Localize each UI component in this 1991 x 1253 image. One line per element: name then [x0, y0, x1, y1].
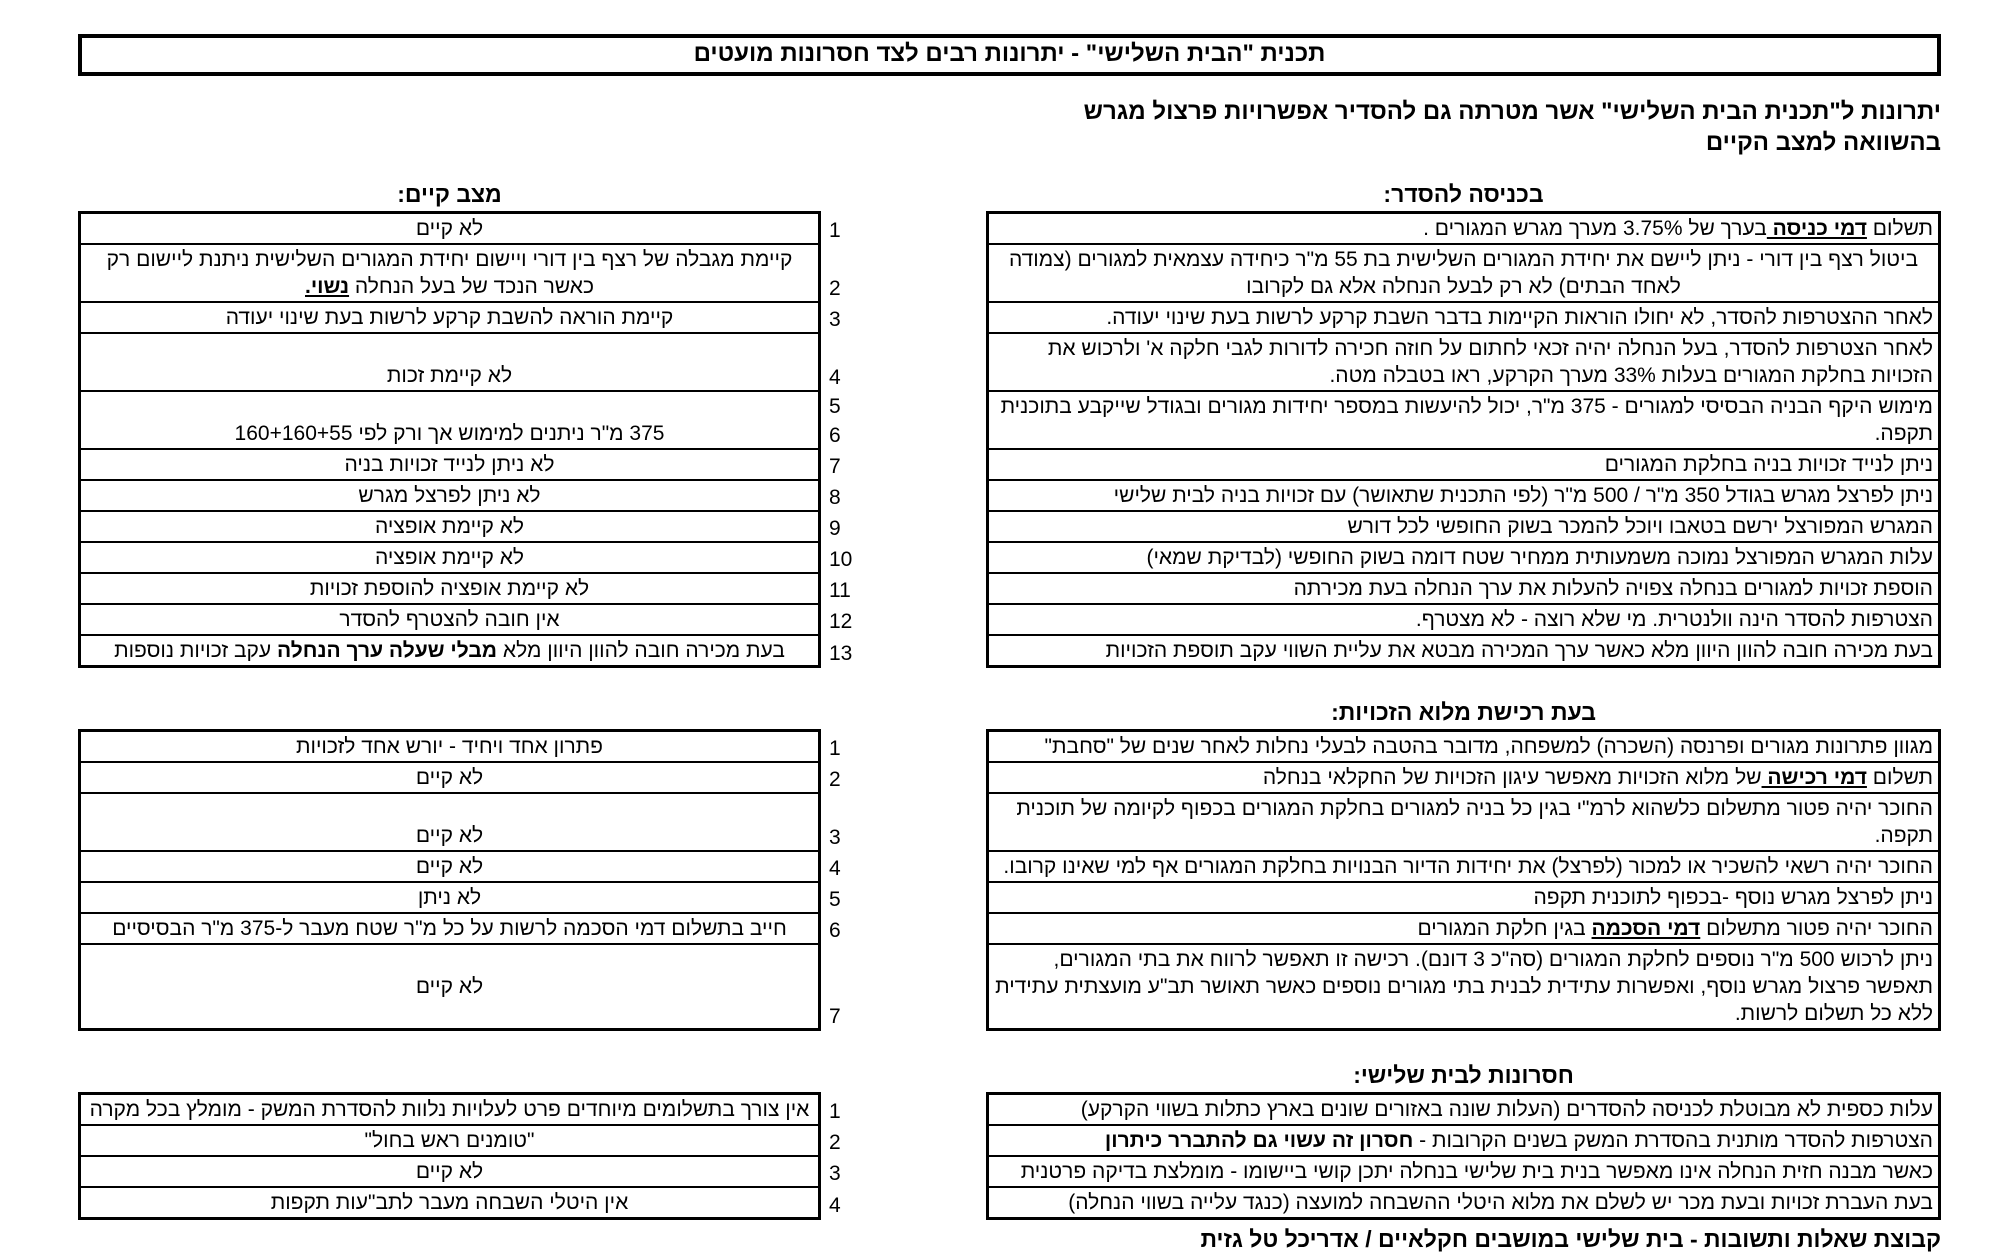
text-segment: לאחר ההצטרפות להסדר, לא יחולו הוראות הקיימות בדבר השבת קרקע לרשות בעת שינוי יעודה.	[1106, 306, 1933, 329]
cell-text	[85, 884, 814, 911]
cell-text	[85, 1096, 814, 1123]
arrangement-cell	[986, 303, 1941, 334]
row-number: 5	[829, 395, 841, 418]
section-title-left	[78, 696, 821, 729]
row-number: 11	[829, 579, 851, 602]
text-segment: בעת מכירה חובה להוון היוון מלא כאשר ערך המכירה מבטא את עליית השווי עקב תוספת הזכויות	[1105, 639, 1933, 662]
cell-text	[85, 853, 814, 880]
emphasized-text: מבלי שעלה ערך הנחלה	[276, 639, 498, 662]
row-number: 3	[829, 308, 841, 331]
cell-text	[85, 606, 814, 633]
text-segment: מימוש היקף הבניה הבסיסי למגורים - 375 מ"ר, יכול להיעשות במספר יחידות מגורים ובגודל שייקבע בתוכנית תקפה.	[1000, 395, 1933, 445]
current-state-cell	[78, 450, 821, 481]
text-segment: "טומנים ראש בחול"	[364, 1129, 535, 1152]
arrangement-cell	[986, 852, 1941, 883]
cell-text	[85, 1158, 814, 1185]
cell-text	[85, 637, 814, 664]
section-title-right: בעת רכישת מלוא הזכויות:	[1331, 699, 1596, 725]
text-segment: ניתן לפרצל מגרש בגודל 350 מ"ר / 500 מ"ר (לפי התכנית שתאושר) עם זכויות בניה לבית שלישי	[1113, 484, 1933, 507]
cell-text	[85, 215, 814, 242]
text-segment: החוכר יהיה רשאי להשכיר או למכור (לפרצל) את יחידות הדיור הבנויות בחלקת המגורים אף למי שאינו קרובו.	[1003, 855, 1933, 878]
arrangement-cell	[986, 450, 1941, 481]
arrangement-cell	[986, 729, 1941, 763]
current-state-cell	[78, 883, 821, 914]
text-segment: פתרון אחד ויחיד - יורש אחד לזכויות	[296, 735, 603, 758]
section-title-right: חסרונות לבית שלישי:	[1353, 1062, 1574, 1088]
arrangement-cell	[986, 794, 1941, 852]
row-number: 12	[829, 610, 853, 633]
intro-text	[78, 96, 1941, 158]
cell-text	[85, 733, 814, 760]
cell-text	[85, 420, 814, 447]
current-state-cell	[78, 481, 821, 512]
text-segment: קיימת מגבלה של רצף בין דורי ויישום יחידת המגורים השלישית ניתנת ליישום רק כאשר הנכד של בעל הנחלה	[106, 248, 793, 298]
cell-text	[85, 513, 814, 540]
row-number: 2	[829, 768, 841, 791]
arrangement-cell	[986, 1157, 1941, 1188]
cell-text	[85, 451, 814, 478]
current-state-cell	[78, 945, 821, 1031]
text-segment: לא קיים	[415, 855, 484, 878]
text-segment: לא ניתן	[417, 886, 482, 909]
text-segment: לא קיים	[415, 766, 484, 789]
cell-text	[85, 973, 814, 1000]
text-segment: בעת העברת זכויות ובעת מכר יש לשלם את מלוא היטלי ההשבחה למועצה (כנגד עלייה בשווי הנחלה)	[1068, 1191, 1933, 1214]
current-state-cell	[78, 914, 821, 945]
text-segment: אין חובה להצטרף להסדר	[339, 608, 560, 631]
arrangement-cell	[986, 1092, 1941, 1126]
arrangement-cell	[986, 392, 1941, 450]
text-segment: כאשר מבנה חזית הנחלה אינו מאפשר בנית בית שלישי בנחלה יתכן קושי ביישומו - מומלצת בדיקה פרטנית	[1020, 1160, 1933, 1183]
section-entry-arrangement	[78, 178, 1941, 668]
text-segment: חייב בתשלום דמי הסכמה לרשות על כל מ"ר שטח מעבר ל-375 מ"ר הבסיסיים	[112, 917, 787, 940]
row-number: 7	[829, 1005, 841, 1028]
row-number: 2	[829, 1131, 841, 1154]
text-segment: אין היטלי השבחה מעבר לתב"עות תקפות	[270, 1191, 629, 1214]
arrangement-cell	[986, 245, 1941, 303]
current-state-cell	[78, 1157, 821, 1188]
current-state-cell	[78, 1092, 821, 1126]
cell-text	[85, 575, 814, 602]
text-segment: לא ניתן לפרצל מגרש	[358, 484, 541, 507]
text-segment: 375 מ"ר ניתנים למימוש אך ורק לפי 160+160+55	[234, 422, 665, 445]
text-segment: לא קיים	[415, 975, 484, 998]
arrangement-cell	[986, 1126, 1941, 1157]
current-state-cell	[78, 729, 821, 763]
row-number: 3	[829, 1162, 841, 1185]
cell-text	[85, 246, 814, 300]
row-number: 3	[829, 826, 841, 849]
intro-line-2: בהשוואה למצב הקיים	[1705, 129, 1941, 156]
arrangement-cell	[986, 883, 1941, 914]
text-segment: עקב זכויות נוספות	[114, 639, 277, 662]
row-number: 2	[829, 277, 841, 300]
intro-line-1: יתרונות ל"תכנית הבית השלישי" אשר מטרתה גם להסדיר אפשרויות פרצול מגרש	[1083, 98, 1941, 125]
arrangement-cell	[986, 636, 1941, 668]
text-segment: המגרש המפורצל ירשם בטאבו ויוכל להמכר בשוק החופשי לכל דורש	[1347, 515, 1933, 538]
row-number: 9	[829, 517, 841, 540]
row-number: 4	[829, 1194, 841, 1217]
arrangement-cell	[986, 914, 1941, 945]
cell-text	[85, 362, 814, 389]
text-segment: בגין חלקת המגורים	[1417, 917, 1592, 940]
current-state-cell	[78, 852, 821, 883]
row-number: 6	[829, 919, 841, 942]
text-segment: עלות המגרש המפורצל נמוכה משמעותית ממחיר שטח דומה בשוק החופשי (לבדיקת שמאי)	[1146, 546, 1933, 569]
row-number: 5	[829, 888, 841, 911]
cell-text	[85, 915, 814, 942]
arrangement-cell	[986, 334, 1941, 392]
row-number: 13	[829, 642, 853, 665]
current-state-cell	[78, 543, 821, 574]
text-segment: ניתן לרכוש 500 מ"ר נוספים לחלקת המגורים (סה"כ 3 דונם). רכישה זו תאפשר לרווח את בתי המגורים, תאפשר פרצול מגרש נוסף, ואפשרות עתידית לבנית בתי מגורים נוספים כאשר תאושר תב"ע מועצתית עתידית ללא כל תשלום לרשות.	[995, 948, 1933, 1025]
current-state-cell	[78, 303, 821, 334]
row-number: 8	[829, 486, 841, 509]
text-segment: הצטרפות להסדר הינה וולנטרית. מי שלא רוצה - לא מצטרף.	[1415, 608, 1933, 631]
text-segment: בעת מכירה חובה להוון היוון מלא	[497, 639, 785, 662]
text-segment: לא קיימת זכות	[386, 364, 513, 387]
text-segment: לא קיימת אופציה	[374, 515, 525, 538]
row-number: 1	[829, 1100, 841, 1123]
emphasized-text: נשוי.	[305, 275, 350, 298]
current-state-cell	[78, 512, 821, 543]
emphasized-text: דמי רכישה	[1761, 766, 1867, 789]
current-state-cell	[78, 763, 821, 794]
row-number: 1	[829, 219, 841, 242]
row-number: 4	[829, 366, 841, 389]
cell-text	[85, 764, 814, 791]
section-title-right: בכניסה להסדר:	[1383, 181, 1544, 207]
cell-text	[85, 1189, 814, 1216]
current-state-cell	[78, 245, 821, 303]
current-state-cell	[78, 1188, 821, 1220]
current-state-cell	[78, 605, 821, 636]
text-segment: ביטול רצף בין דורי - ניתן ליישם את יחידת המגורים השלישית בת 55 מ"ר כיחידה עצמאית למגורים (צמודה לאחד הבתים) לא רק לבעל הנחלה אלא גם לקרובו	[1008, 248, 1919, 298]
current-state-cell	[78, 334, 821, 392]
text-segment: לא ניתן לנייד זכויות בניה	[344, 453, 555, 476]
text-segment: ניתן לנייד זכויות בניה בחלקת המגורים	[1604, 453, 1933, 476]
arrangement-cell	[986, 945, 1941, 1031]
current-state-cell	[78, 636, 821, 668]
cell-text	[85, 304, 814, 331]
row-number: 4	[829, 857, 841, 880]
text-segment: החוכר יהיה פטור מתשלום	[1700, 917, 1933, 940]
row-number: 1	[829, 737, 841, 760]
cell-text	[85, 544, 814, 571]
text-segment: הצטרפות להסדר מותנית בהסדרת המשק בשנים הקרובות -	[1413, 1129, 1933, 1152]
text-segment: אין צורך בתשלומים מיוחדים פרט לעלויות נלוות להסדרת המשק - מומלץ בכל מקרה	[89, 1098, 810, 1121]
text-segment: החוכר יהיה פטור מתשלום כלשהוא לרמ"י בגין כל בניה למגורים בחלקת המגורים בכפוף לקיומה של תוכנית תקפה.	[1016, 797, 1933, 847]
emphasized-text: דמי הסכמה	[1591, 917, 1701, 940]
text-segment: לא קיים	[415, 824, 484, 847]
arrangement-cell	[986, 543, 1941, 574]
current-state-cell	[78, 794, 821, 852]
arrangement-cell	[986, 211, 1941, 245]
emphasized-text: חסרון זה עשוי גם להתברר כיתרון	[1104, 1129, 1414, 1152]
current-state-cell	[78, 574, 821, 605]
current-state-cell	[78, 392, 821, 450]
current-state-cell	[78, 211, 821, 245]
text-segment: הוספת זכויות למגורים בנחלה צפויה להעלות את ערך הנחלה בעת מכירתה	[1293, 577, 1933, 600]
text-segment: קיימת הוראה להשבת קרקע לרשות בעת שינוי יעודה	[225, 306, 674, 329]
text-segment: עלות כספית לא מבוטלת לכניסה להסדרים (העלות שונה באזורים שונים בארץ כתלות בשווי הקרקע)	[1080, 1098, 1933, 1121]
arrangement-cell	[986, 1188, 1941, 1220]
text-segment: לא קיים	[415, 217, 484, 240]
arrangement-cell	[986, 763, 1941, 794]
section-title-left: מצב קיים:	[397, 181, 502, 207]
arrangement-cell	[986, 574, 1941, 605]
text-segment: לא קיימת אופציה	[374, 546, 525, 569]
document-body	[78, 34, 1941, 1253]
row-number: 10	[829, 548, 853, 571]
text-segment: תשלום	[1866, 766, 1933, 789]
row-number: 6	[829, 424, 841, 447]
text-segment: מגוון פתרונות מגורים ופרנסה (השכרה) למשפחה, מדובר בהטבה לבעלי נחלות לאחר שנים של "סחבת"	[1044, 735, 1933, 758]
emphasized-text: דמי כניסה	[1766, 217, 1867, 240]
text-segment: לא קיים	[415, 1160, 484, 1183]
current-state-cell	[78, 1126, 821, 1157]
section-full-rights-purchase	[78, 696, 1941, 1031]
cell-text	[85, 482, 814, 509]
text-segment: לאחר הצטרפות להסדר, בעל הנחלה יהיה זכאי לחתום על חוזה חכירה לדורות לגבי חלקה א' ולרכוש את הזכויות בחלקת המגורים בעלות 33% מערך הקרקע, ראו בטבלה מטה.	[1047, 337, 1933, 387]
cell-text	[85, 1127, 814, 1154]
arrangement-cell	[986, 512, 1941, 543]
arrangement-cell	[986, 481, 1941, 512]
footer-credit: קבוצת שאלות ותשובות - בית שלישי במושבים חקלאיים / אדריכל טל גזית	[1200, 1226, 1941, 1252]
text-segment: תשלום	[1866, 217, 1933, 240]
text-segment: ניתן לפרצל מגרש נוסף -בכפוף לתוכנית תקפה	[1533, 886, 1933, 909]
text-segment: של מלוא הזכויות מאפשר עיגון הזכויות של החקלאי בנחלה	[1262, 766, 1762, 789]
row-number: 7	[829, 455, 841, 478]
arrangement-cell	[986, 605, 1941, 636]
section-title-left	[78, 1059, 821, 1092]
document-title-bar: תכנית "הבית השלישי" - יתרונות רבים לצד חסרונות מועטים	[78, 34, 1941, 76]
text-segment: בערך של 3.75% מערך מגרש המגורים .	[1423, 217, 1767, 240]
text-segment: לא קיימת אופציה להוספת זכויות	[309, 577, 590, 600]
cell-text	[85, 822, 814, 849]
